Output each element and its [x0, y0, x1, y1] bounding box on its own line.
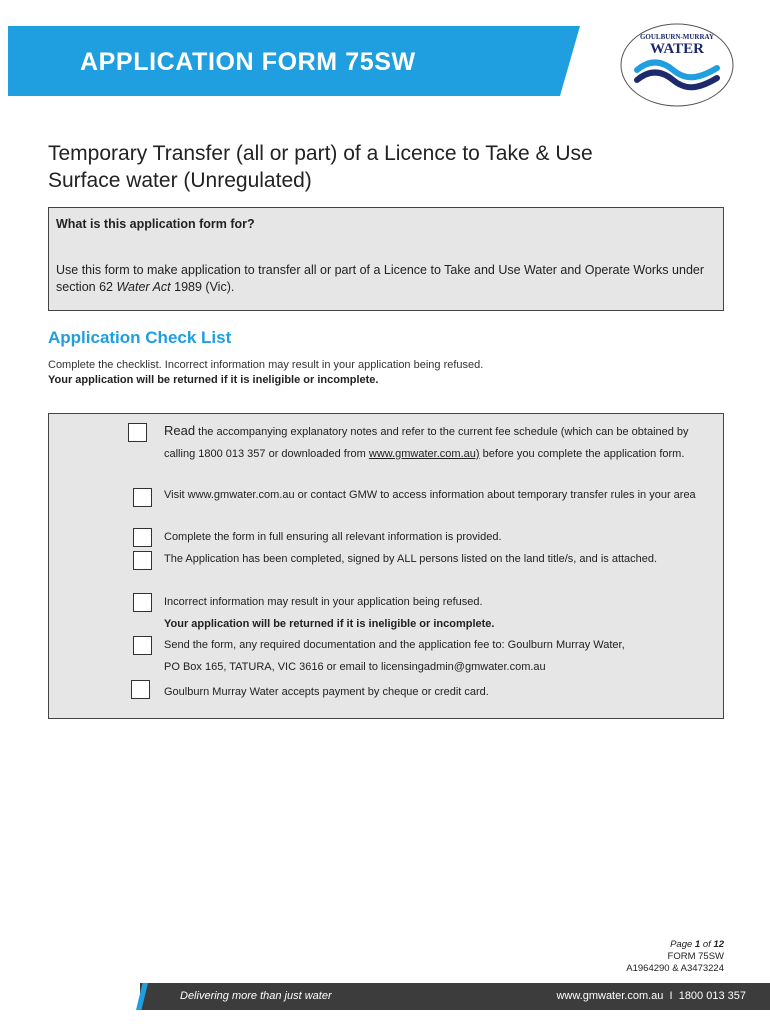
checklist-item-complete-form: Complete the form in full ensuring all relevant information is provided.: [164, 531, 502, 543]
checkbox-read-notes[interactable]: [128, 423, 147, 442]
checklist-title: Application Check List: [48, 328, 232, 347]
form-code: FORM 75SW: [667, 951, 724, 962]
checkbox-send-form[interactable]: [133, 636, 152, 655]
checkbox-visit-website[interactable]: [133, 488, 152, 507]
logo-top-text: GOULBURN-MURRAY: [639, 33, 715, 41]
checklist-intro: Complete the checklist. Incorrect information may result in your application being refused.: [48, 359, 484, 371]
checklist-item-incorrect-info: Incorrect information may result in your application being refused. Your application will be returned if it is ineligible or incomplete.: [164, 596, 495, 630]
checklist-item-send-form: Send the form, any required documentation and the application fee to: Goulburn Murray Water, PO Box 165, TATURA, VIC 3616 or email to licensingadmin@gmwater.com.au: [164, 639, 625, 673]
checklist-item-payment: Goulburn Murray Water accepts payment by cheque or credit card.: [164, 686, 489, 698]
checkbox-payment[interactable]: [131, 680, 150, 699]
form-title: APPLICATION FORM 75SW: [80, 48, 416, 76]
heading-line-2: Surface water (Unregulated): [48, 169, 312, 192]
footer-tagline: Delivering more than just water: [180, 990, 332, 1002]
checklist-item-signed: The Application has been completed, signed by ALL persons listed on the land title/s, and is attached.: [164, 553, 658, 565]
gmw-website-link[interactable]: www.gmwater.com.au): [368, 447, 480, 460]
info-text: Use this form to make application to transfer all or part of a Licence to Take and Use Water and Operate Works under section 62 Water Act 1989 (Vic).: [56, 263, 705, 294]
checkbox-signed[interactable]: [133, 551, 152, 570]
checklist-item-visit-website: Visit www.gmwater.com.au or contact GMW to access information about temporary transfer rules in your area: [164, 489, 696, 501]
footer-meta: [626, 939, 724, 975]
info-question: What is this application form for?: [56, 217, 255, 231]
checkbox-complete-form[interactable]: [133, 528, 152, 547]
page-heading: [48, 140, 708, 194]
footer-contact: www.gmwater.com.au I 1800 013 357: [556, 990, 746, 1002]
checklist-warning: Your application will be returned if it is ineligible or incomplete.: [48, 374, 379, 386]
page-number: Page 1 of 12: [670, 939, 724, 950]
checklist-item-read-notes: Read the accompanying explanatory notes and refer to the current fee schedule (which can be obtained by calling 1800 013 357 or downloaded from www.gmwater.com.au) before you complete the application form.: [164, 423, 689, 460]
info-box: [48, 207, 724, 311]
heading-line-1: Temporary Transfer (all or part) of a Licence to Take & Use: [48, 142, 593, 165]
logo-main-text: WATER: [650, 41, 704, 57]
checkbox-incorrect-info[interactable]: [133, 593, 152, 612]
document-refs: A1964290 & A3473224: [626, 963, 724, 974]
gmw-logo: [617, 22, 737, 108]
